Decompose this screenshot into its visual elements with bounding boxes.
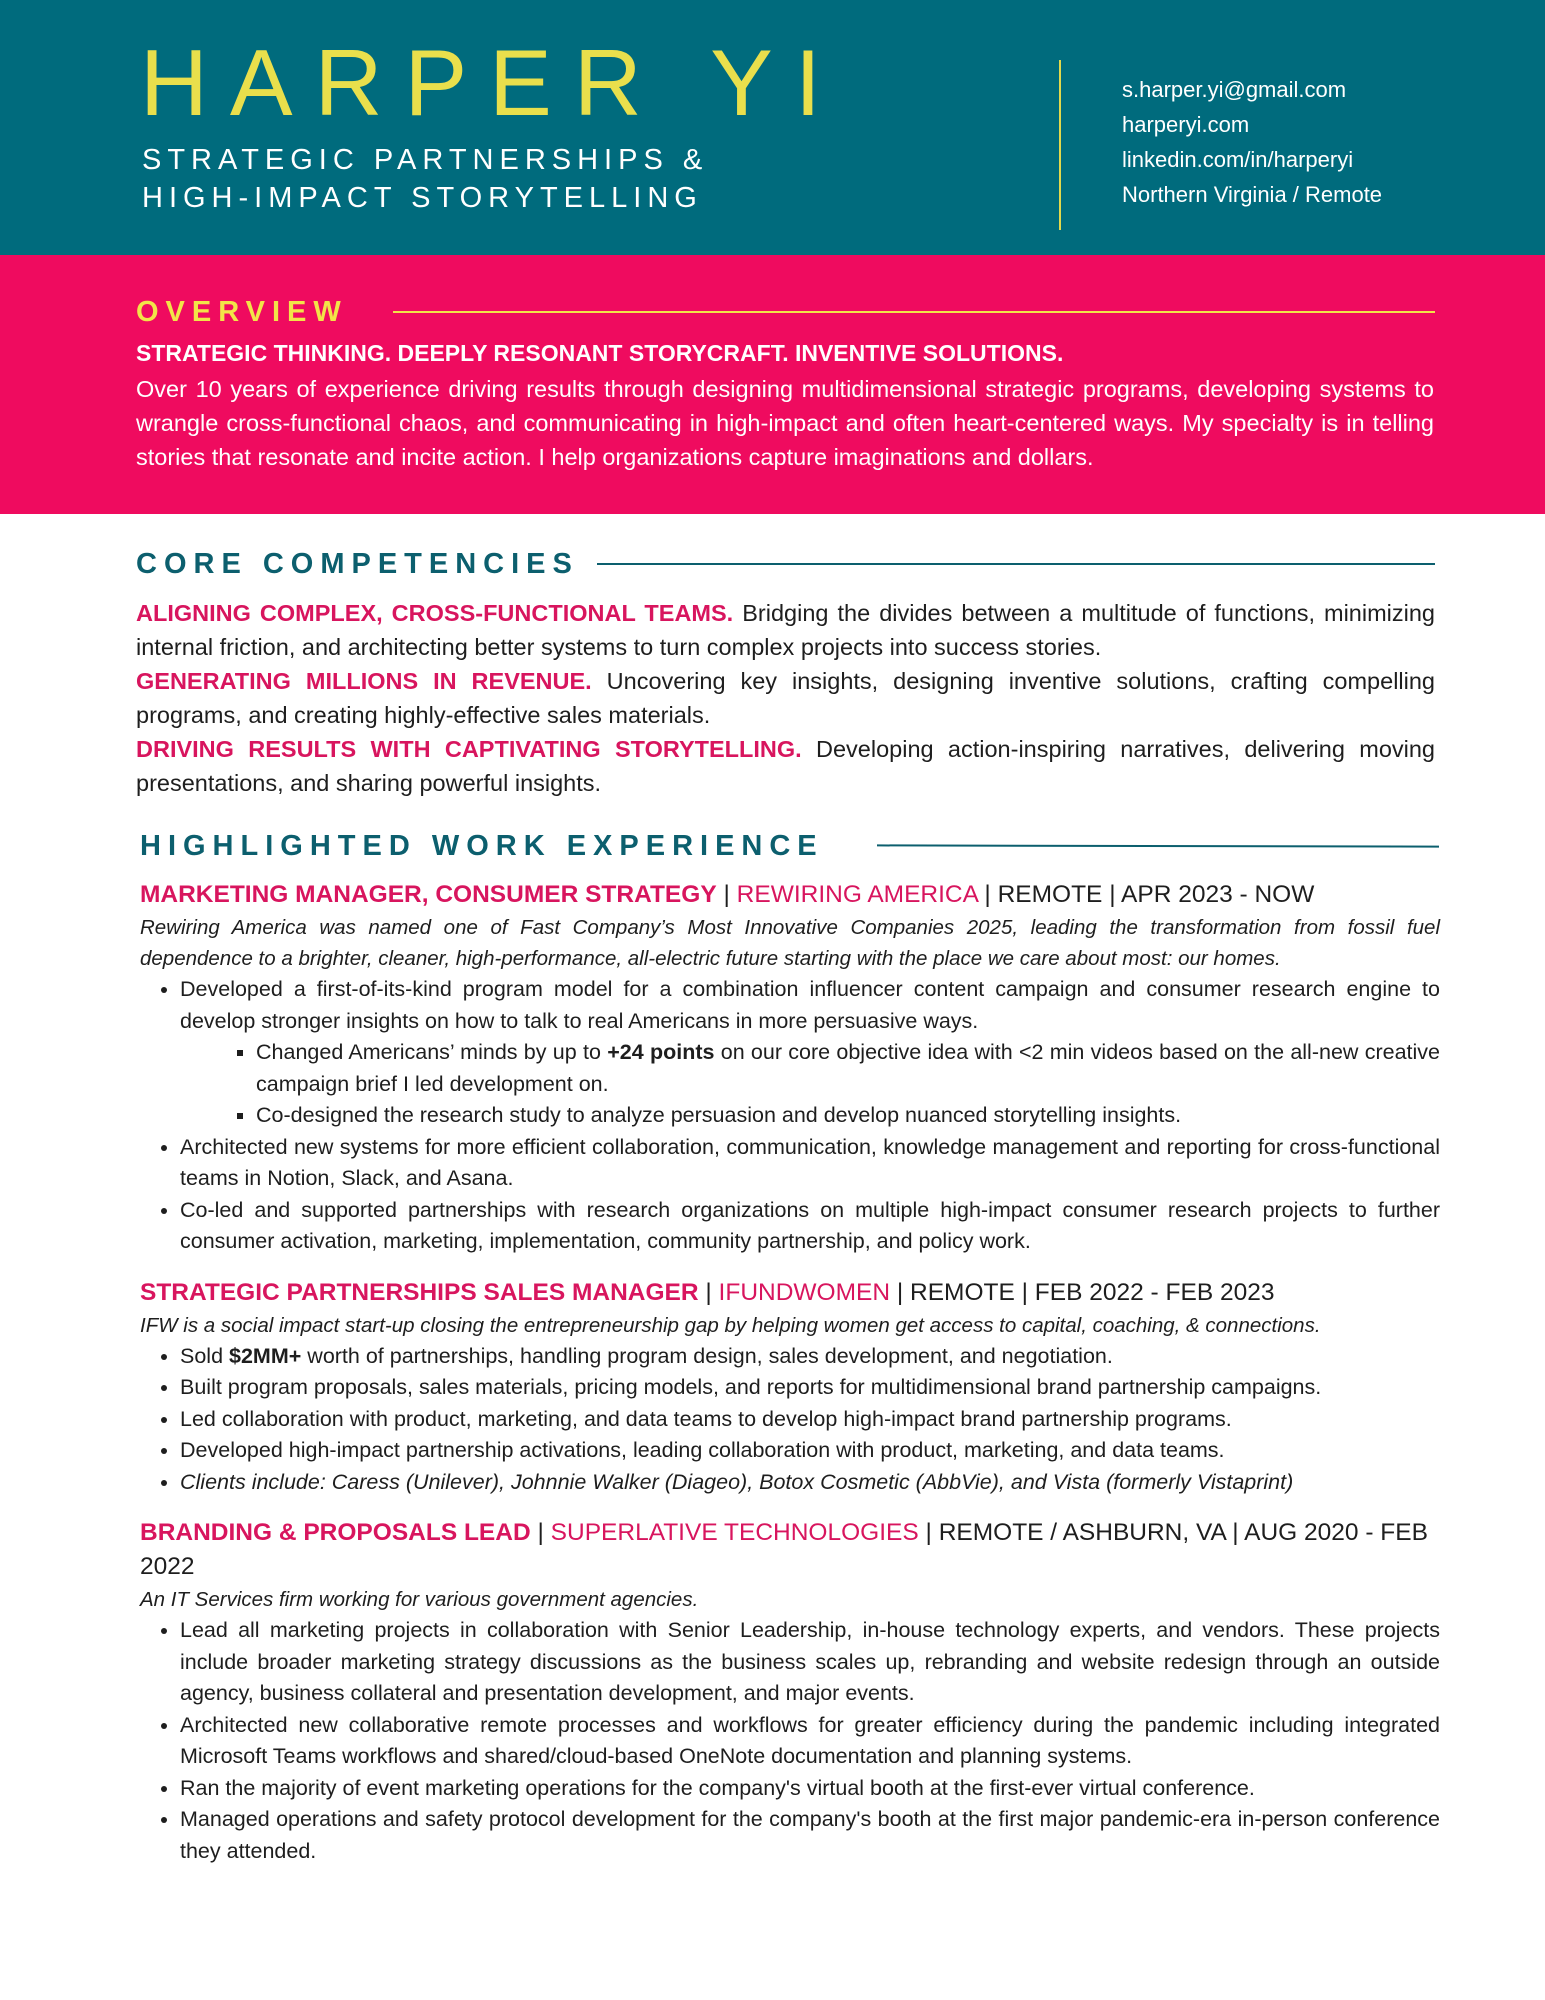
bullet-item: • Built program proposals, sales materials, pricing models, and reports for multidimensional brand partnership campaigns. — [180, 1372, 1440, 1404]
header-banner — [0, 0, 1545, 255]
competencies-rule — [597, 563, 1435, 565]
job-bullets — [140, 974, 1440, 1258]
job-entry — [140, 878, 1440, 1258]
bullet-text: Developed a first-of-its-kind program model for a combination influencer content campaign and consumer research engine to develop stronger insights on how to talk to real Americans in more persuasive ways. — [180, 977, 1440, 1033]
bullet-item: • Developed high-impact partnership activations, leading collaboration with product, marketing, and data teams. — [180, 1435, 1440, 1467]
job-header — [140, 878, 1440, 912]
competency-item — [136, 664, 1435, 732]
job-header — [140, 1276, 1440, 1310]
tagline — [142, 141, 842, 217]
bullet-item: • Led collaboration with product, marketing, and data teams to develop high-impact brand partnership programs. — [180, 1404, 1440, 1436]
contact-block — [1122, 72, 1382, 212]
overview-rule — [393, 311, 1435, 313]
competency-text: Bridging the divides between a multitude of functions, minimizing internal friction, and architecting better systems to turn complex projects into success stories. — [136, 600, 1436, 660]
tagline-line-2: HIGH-IMPACT STORYTELLING — [142, 182, 703, 214]
job-description: IFW is a social impact start-up closing the entrepreneurship gap by helping women get access to capital, coaching, & connections. — [140, 1313, 1321, 1337]
bullet-text: Changed Americans’ minds by up to — [256, 1040, 608, 1064]
competency-label: DRIVING RESULTS WITH CAPTIVATING STORYTELLING. — [136, 736, 802, 762]
competency-item — [136, 732, 1435, 800]
competency-label: GENERATING MILLIONS IN REVENUE. — [136, 668, 592, 694]
sub-bullet-item — [256, 1037, 1440, 1100]
experience-rule — [877, 844, 1439, 847]
sub-bullet-item: ▪ Co-designed the research study to analyze persuasion and develop nuanced storytelling insights. — [256, 1100, 1440, 1132]
tagline-line-1: STRATEGIC PARTNERSHIPS & — [142, 144, 709, 176]
job-company: IFUNDWOMEN — [718, 1278, 891, 1306]
job-description: Rewiring America was named one of Fast Company’s Most Innovative Companies 2025, leading the transformation from fossil fuel dependence to a brighter, cleaner, high-performance, all-electric future starting with the place we care about most: our homes. — [140, 916, 1440, 970]
experience-title: HIGHLIGHTED WORK EXPERIENCE — [140, 830, 824, 862]
job-header — [140, 1516, 1440, 1584]
competency-label: ALIGNING COMPLEX, CROSS-FUNCTIONAL TEAMS. — [136, 600, 734, 626]
competencies-title: CORE COMPETENCIES — [136, 548, 579, 580]
job-entry — [140, 1276, 1440, 1499]
contact-linkedin[interactable]: linkedin.com/in/harperyi — [1122, 147, 1354, 172]
competency-text: Uncovering key insights, designing inventive solutions, crafting compelling programs, and creating highly-effective sales materials. — [136, 668, 1435, 728]
bullet-item: • Architected new collaborative remote processes and workflows for greater efficiency during the pandemic including integrated Microsoft Teams workflows and shared/cloud-based OneNote documentation and planning systems. — [180, 1710, 1440, 1773]
candidate-name: HARPER YI — [140, 30, 843, 135]
overview-headline: STRATEGIC THINKING. DEEPLY RESONANT STORYCRAFT. INVENTIVE SOLUTIONS. — [136, 340, 1064, 366]
job-separator: | — [698, 1278, 719, 1306]
job-bullets — [140, 1341, 1440, 1499]
contact-location: Northern Virginia / Remote — [1122, 182, 1383, 207]
job-meta: | REMOTE | FEB 2022 - FEB 2023 — [890, 1278, 1275, 1306]
job-company: SUPERLATIVE TECHNOLOGIES — [550, 1519, 919, 1546]
bullet-item: • Managed operations and safety protocol development for the company's booth at the first major pandemic-era in-person conference they attended. — [180, 1804, 1440, 1867]
competencies-list — [136, 596, 1435, 800]
overview-title: OVERVIEW — [136, 296, 348, 328]
job-title: BRANDING & PROPOSALS LEAD — [140, 1519, 531, 1546]
competency-item — [136, 596, 1435, 664]
job-entry — [140, 1516, 1440, 1867]
job-bullets — [140, 1615, 1440, 1867]
bullet-item: • Ran the majority of event marketing operations for the company's virtual booth at the first-ever virtual conference. — [180, 1773, 1440, 1805]
job-separator: | — [716, 881, 737, 908]
bullet-item: • Lead all marketing projects in collaboration with Senior Leadership, in-house technology experts, and vendors. These projects include broader marketing strategy discussions as the business scales up, rebranding and website redesign through an outside agency, business collateral and presentation development, and major events. — [180, 1615, 1440, 1710]
bullet-highlight: $2MM+ — [229, 1343, 302, 1368]
bullet-text: Sold — [180, 1343, 230, 1368]
bullet-item — [180, 1341, 1440, 1373]
contact-website[interactable]: harperyi.com — [1122, 112, 1250, 137]
overview-body: Over 10 years of experience driving results through designing multidimensional strategic programs, developing systems to wrangle cross-functional chaos, and communicating in high-impact and often heart-centered ways. My specialty is in telling stories that resonate and incite action. I help organizations capture imaginations and dollars. — [136, 376, 1434, 470]
bullet-item: • Co-led and supported partnerships with research organizations on multiple high-impact consumer research projects to further consumer activation, marketing, implementation, community partnership, and policy work. — [180, 1195, 1440, 1258]
bullet-text: on our core objective idea with <2 min videos based on the all-new creative campaign brief I led development on. — [256, 1040, 1440, 1096]
competency-text: Developing action-inspiring narratives, delivering moving presentations, and sharing powerful insights. — [136, 736, 1435, 796]
bullet-item — [180, 974, 1440, 1132]
job-separator: | — [530, 1519, 551, 1546]
bullet-text: worth of partnerships, handling program design, sales development, and negotiation. — [301, 1343, 1113, 1368]
sub-bullets — [180, 1037, 1440, 1132]
overview-section — [0, 255, 1545, 514]
job-description: An IT Services firm working for various government agencies. — [140, 1588, 699, 1611]
bullet-highlight: +24 points — [607, 1040, 715, 1064]
header-divider — [1059, 60, 1061, 230]
job-meta: | REMOTE / ASHBURN, VA | AUG 2020 - FEB 2022 — [140, 1519, 1428, 1580]
bullet-item: • Clients include: Caress (Unilever), Johnnie Walker (Diageo), Botox Cosmetic (AbbVie), and Vista (formerly Vistaprint) — [180, 1467, 1440, 1499]
job-meta: | REMOTE | APR 2023 - NOW — [977, 881, 1315, 908]
job-title: STRATEGIC PARTNERSHIPS SALES MANAGER — [140, 1278, 699, 1306]
contact-email[interactable]: s.harper.yi@gmail.com — [1122, 77, 1347, 102]
job-title: MARKETING MANAGER, CONSUMER STRATEGY — [140, 881, 717, 908]
bullet-item: • Architected new systems for more efficient collaboration, communication, knowledge management and reporting for cross-functional teams in Notion, Slack, and Asana. — [180, 1132, 1440, 1195]
job-company: REWIRING AMERICA — [736, 881, 978, 908]
experience-list — [140, 878, 1440, 1885]
